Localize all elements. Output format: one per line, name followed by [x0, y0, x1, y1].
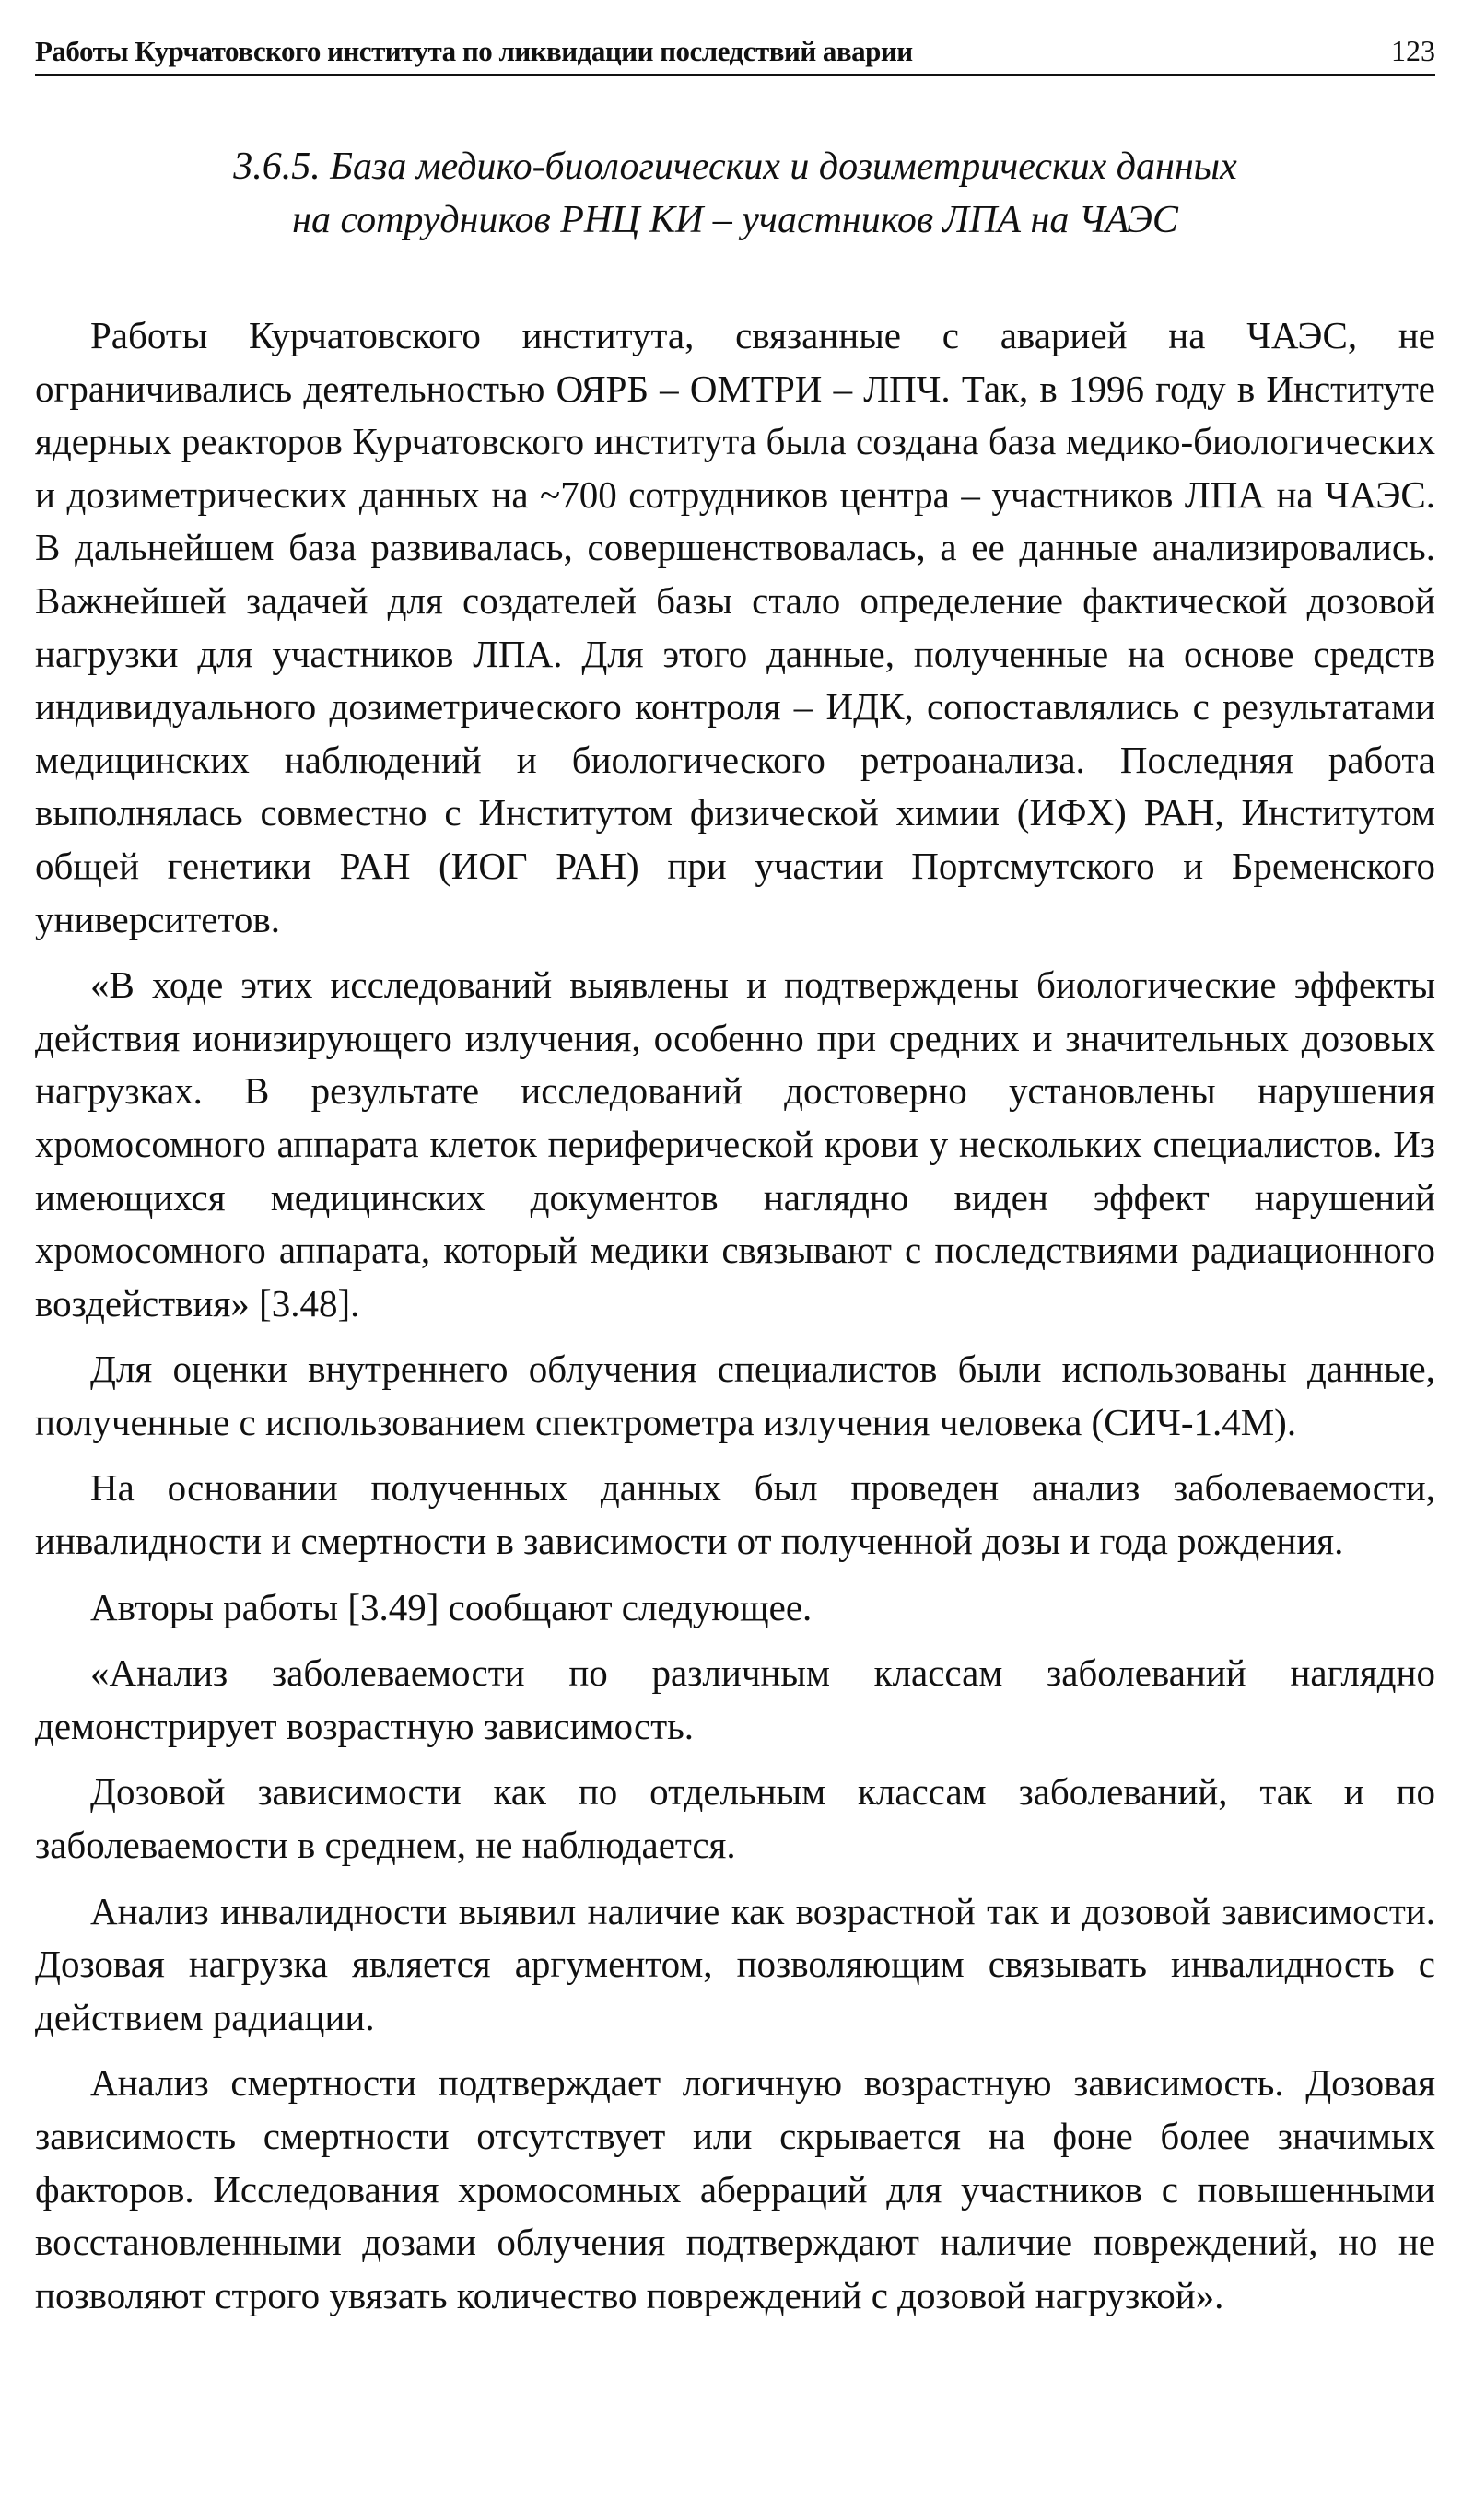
paragraph: Дозовой зависимости как по отдельным классам заболеваний, так и по заболеваемости в среднем, не наблюдается. [35, 1770, 1435, 1867]
running-title: Работы Курчатовского института по ликвидации последствий аварии [35, 35, 913, 67]
book-page [35, 28, 1435, 2335]
running-header [35, 28, 1435, 76]
paragraph: Анализ инвалидности выявил наличие как возрастной так и дозовой зависимости. Дозовая нагрузка является аргументом, позволяющим связывать инвалидность с действием радиации. [35, 1889, 1435, 2038]
paragraph: Анализ смертности подтверждает логичную возрастную зависимость. Дозовая зависимость смертности отсутствует или скрывается на фоне более значимых факторов. Исследования хромосомных аберраций для участников с повышенными восстановленными дозами облучения подтверждают наличие повреждений, но не позволяют строго увязать количество повреждений с дозовой нагрузкой». [35, 2061, 1435, 2316]
section-heading-line-2: на сотрудников РНЦ КИ – участников ЛПА на ЧАЭС [292, 199, 1178, 241]
paragraph: Работы Курчатовского института, связанные с аварией на ЧАЭС, не ограничивались деятельностью ОЯРБ – ОМТРИ – ЛПЧ. Так, в 1996 году в Институте ядерных реакторов Курчатовского института была создана база медико-биологических и дозиметрических данных на ~700 сотрудников центра – участников ЛПА на ЧАЭС. В дальнейшем база развивалась, совершенствовалась, а ее данные анализировались. Важнейшей задачей для создателей базы стало определение фактической дозовой нагрузки для участников ЛПА. Для этого данные, полученные на основе средств индивидуального дозиметрического контроля – ИДК, сопоставлялись с результатами медицинских наблюдений и биологического ретроанализа. Последняя работа выполнялась совместно с Институтом физической химии (ИФХ) РАН, Институтом общей генетики РАН (ИОГ РАН) при участии Портсмутского и Бременского университетов. [35, 314, 1435, 940]
paragraph: На основании полученных данных был проведен анализ заболеваемости, инвалидности и смертности в зависимости от полученной дозы и года рождения. [35, 1466, 1435, 1563]
page-number: 123 [1391, 34, 1435, 67]
section-heading-line-1: 3.6.5. База медико-биологических и дозиметрических данных [233, 146, 1237, 188]
body-text [35, 309, 1435, 2322]
paragraph: Для оценки внутреннего облучения специалистов были использованы данные, полученные с использованием спектрометра излучения человека (СИЧ-1.4М). [35, 1348, 1435, 1443]
paragraph: Авторы работы [3.49] сообщают следующее. [90, 1585, 813, 1628]
section-heading [35, 140, 1435, 247]
paragraph: «В ходе этих исследований выявлены и подтверждены биологические эффекты действия ионизирующего излучения, особенно при средних и значительных дозовых нагрузках. В результате исследований достоверно установлены нарушения хромосомного аппарата клеток периферической крови у нескольких специалистов. Из имеющихся медицинских документов наглядно виден эффект нарушений хромосомного аппарата, который медики связывают с последствиями радиационного воздействия» [3.48]. [35, 963, 1435, 1324]
paragraph: «Анализ заболеваемости по различным классам заболеваний наглядно демонстрирует возрастную зависимость. [35, 1651, 1435, 1747]
